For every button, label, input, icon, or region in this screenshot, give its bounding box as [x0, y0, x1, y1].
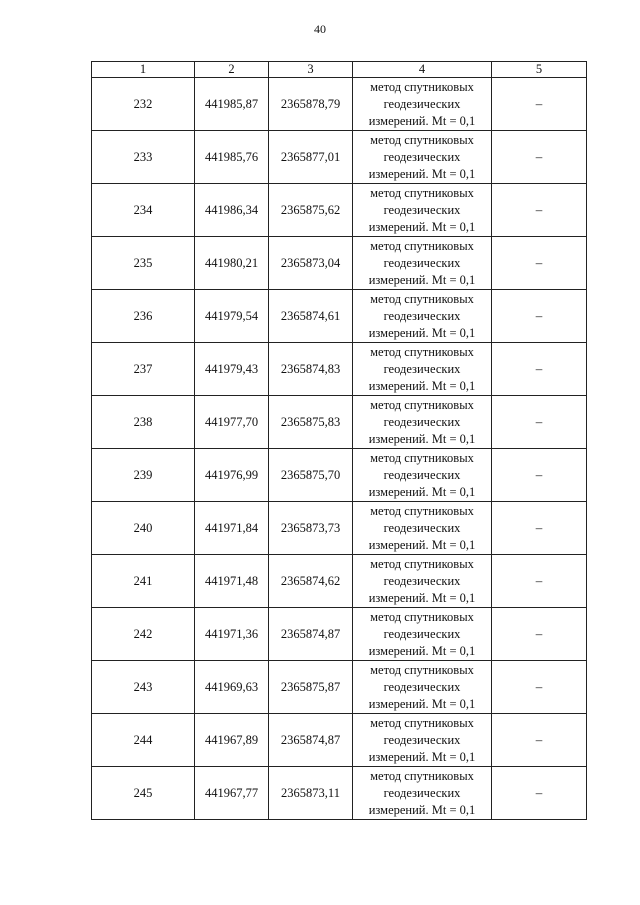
method-line: измерений. Mt = 0,1	[368, 325, 476, 340]
y-coordinate-cell: 2365875,87	[269, 661, 353, 714]
method-line: измерений. Mt = 0,1	[368, 431, 476, 446]
note-cell: –	[492, 396, 587, 449]
method-line: геодезических	[383, 308, 461, 323]
table-row	[92, 343, 587, 396]
point-number-cell: 240	[92, 502, 195, 555]
table-row	[92, 131, 587, 184]
x-coordinate-cell: 441980,21	[195, 237, 269, 290]
point-number-cell: 236	[92, 290, 195, 343]
table-row	[92, 661, 587, 714]
x-coordinate-cell: 441969,63	[195, 661, 269, 714]
point-number-cell: 234	[92, 184, 195, 237]
y-coordinate-cell: 2365875,62	[269, 184, 353, 237]
method-line: метод спутниковых	[370, 397, 474, 412]
point-number-cell: 244	[92, 714, 195, 767]
table-row	[92, 608, 587, 661]
point-number-cell: 245	[92, 767, 195, 820]
table-row	[92, 449, 587, 502]
method-line: метод спутниковых	[370, 185, 474, 200]
method-line: геодезических	[383, 785, 461, 800]
method-line: метод спутниковых	[370, 132, 474, 147]
table-row	[92, 184, 587, 237]
y-coordinate-cell: 2365874,87	[269, 608, 353, 661]
method-line: измерений. Mt = 0,1	[368, 802, 476, 817]
method-cell	[353, 767, 492, 820]
table-row	[92, 78, 587, 131]
header-col-5: 5	[492, 62, 587, 78]
method-line: метод спутниковых	[370, 450, 474, 465]
x-coordinate-cell: 441986,34	[195, 184, 269, 237]
method-cell	[353, 131, 492, 184]
table-row	[92, 555, 587, 608]
method-line: геодезических	[383, 202, 461, 217]
note-cell: –	[492, 237, 587, 290]
x-coordinate-cell: 441979,54	[195, 290, 269, 343]
method-line: метод спутниковых	[370, 768, 474, 783]
coordinates-table	[91, 61, 587, 820]
y-coordinate-cell: 2365878,79	[269, 78, 353, 131]
y-coordinate-cell: 2365875,70	[269, 449, 353, 502]
method-cell	[353, 237, 492, 290]
y-coordinate-cell: 2365877,01	[269, 131, 353, 184]
method-cell	[353, 396, 492, 449]
method-line: измерений. Mt = 0,1	[368, 749, 476, 764]
method-line: метод спутниковых	[370, 344, 474, 359]
method-line: геодезических	[383, 679, 461, 694]
x-coordinate-cell: 441977,70	[195, 396, 269, 449]
method-line: метод спутниковых	[370, 715, 474, 730]
y-coordinate-cell: 2365874,87	[269, 714, 353, 767]
method-line: измерений. Mt = 0,1	[368, 219, 476, 234]
method-line: геодезических	[383, 573, 461, 588]
method-line: измерений. Mt = 0,1	[368, 113, 476, 128]
method-line: измерений. Mt = 0,1	[368, 484, 476, 499]
table-body	[92, 78, 587, 820]
note-cell: –	[492, 555, 587, 608]
x-coordinate-cell: 441971,84	[195, 502, 269, 555]
x-coordinate-cell: 441976,99	[195, 449, 269, 502]
note-cell: –	[492, 184, 587, 237]
method-line: геодезических	[383, 361, 461, 376]
point-number-cell: 239	[92, 449, 195, 502]
x-coordinate-cell: 441971,48	[195, 555, 269, 608]
y-coordinate-cell: 2365873,04	[269, 237, 353, 290]
note-cell: –	[492, 290, 587, 343]
point-number-cell: 232	[92, 78, 195, 131]
method-line: измерений. Mt = 0,1	[368, 696, 476, 711]
method-line: геодезических	[383, 96, 461, 111]
note-cell: –	[492, 608, 587, 661]
table-row	[92, 767, 587, 820]
note-cell: –	[492, 449, 587, 502]
x-coordinate-cell: 441985,76	[195, 131, 269, 184]
y-coordinate-cell: 2365873,73	[269, 502, 353, 555]
note-cell: –	[492, 78, 587, 131]
method-line: метод спутниковых	[370, 556, 474, 571]
method-line: измерений. Mt = 0,1	[368, 166, 476, 181]
method-cell	[353, 78, 492, 131]
note-cell: –	[492, 502, 587, 555]
method-line: метод спутниковых	[370, 291, 474, 306]
point-number-cell: 235	[92, 237, 195, 290]
table-header-row	[92, 62, 587, 78]
method-line: метод спутниковых	[370, 503, 474, 518]
table-row	[92, 237, 587, 290]
y-coordinate-cell: 2365874,62	[269, 555, 353, 608]
point-number-cell: 242	[92, 608, 195, 661]
point-number-cell: 238	[92, 396, 195, 449]
method-line: геодезических	[383, 626, 461, 641]
table-row	[92, 290, 587, 343]
method-cell	[353, 555, 492, 608]
method-cell	[353, 714, 492, 767]
method-cell	[353, 184, 492, 237]
method-line: геодезических	[383, 255, 461, 270]
header-col-4: 4	[353, 62, 492, 78]
y-coordinate-cell: 2365874,61	[269, 290, 353, 343]
table-row	[92, 714, 587, 767]
method-line: измерений. Mt = 0,1	[368, 590, 476, 605]
method-line: метод спутниковых	[370, 609, 474, 624]
point-number-cell: 237	[92, 343, 195, 396]
note-cell: –	[492, 767, 587, 820]
method-cell	[353, 290, 492, 343]
method-line: геодезических	[383, 732, 461, 747]
page-number: 40	[314, 22, 326, 36]
method-line: геодезических	[383, 520, 461, 535]
method-line: геодезических	[383, 414, 461, 429]
method-cell	[353, 343, 492, 396]
method-line: метод спутниковых	[370, 238, 474, 253]
y-coordinate-cell: 2365874,83	[269, 343, 353, 396]
point-number-cell: 233	[92, 131, 195, 184]
method-cell	[353, 608, 492, 661]
x-coordinate-cell: 441967,89	[195, 714, 269, 767]
method-line: геодезических	[383, 149, 461, 164]
x-coordinate-cell: 441967,77	[195, 767, 269, 820]
method-line: измерений. Mt = 0,1	[368, 643, 476, 658]
note-cell: –	[492, 661, 587, 714]
method-line: метод спутниковых	[370, 79, 474, 94]
header-col-1: 1	[92, 62, 195, 78]
note-cell: –	[492, 343, 587, 396]
note-cell: –	[492, 714, 587, 767]
method-line: геодезических	[383, 467, 461, 482]
note-cell: –	[492, 131, 587, 184]
x-coordinate-cell: 441985,87	[195, 78, 269, 131]
y-coordinate-cell: 2365875,83	[269, 396, 353, 449]
x-coordinate-cell: 441979,43	[195, 343, 269, 396]
x-coordinate-cell: 441971,36	[195, 608, 269, 661]
header-col-2: 2	[195, 62, 269, 78]
table-row	[92, 502, 587, 555]
method-cell	[353, 502, 492, 555]
method-line: измерений. Mt = 0,1	[368, 537, 476, 552]
method-line: измерений. Mt = 0,1	[368, 378, 476, 393]
header-col-3: 3	[269, 62, 353, 78]
method-line: метод спутниковых	[370, 662, 474, 677]
method-cell	[353, 661, 492, 714]
point-number-cell: 241	[92, 555, 195, 608]
y-coordinate-cell: 2365873,11	[269, 767, 353, 820]
method-cell	[353, 449, 492, 502]
point-number-cell: 243	[92, 661, 195, 714]
table-row	[92, 396, 587, 449]
method-line: измерений. Mt = 0,1	[368, 272, 476, 287]
